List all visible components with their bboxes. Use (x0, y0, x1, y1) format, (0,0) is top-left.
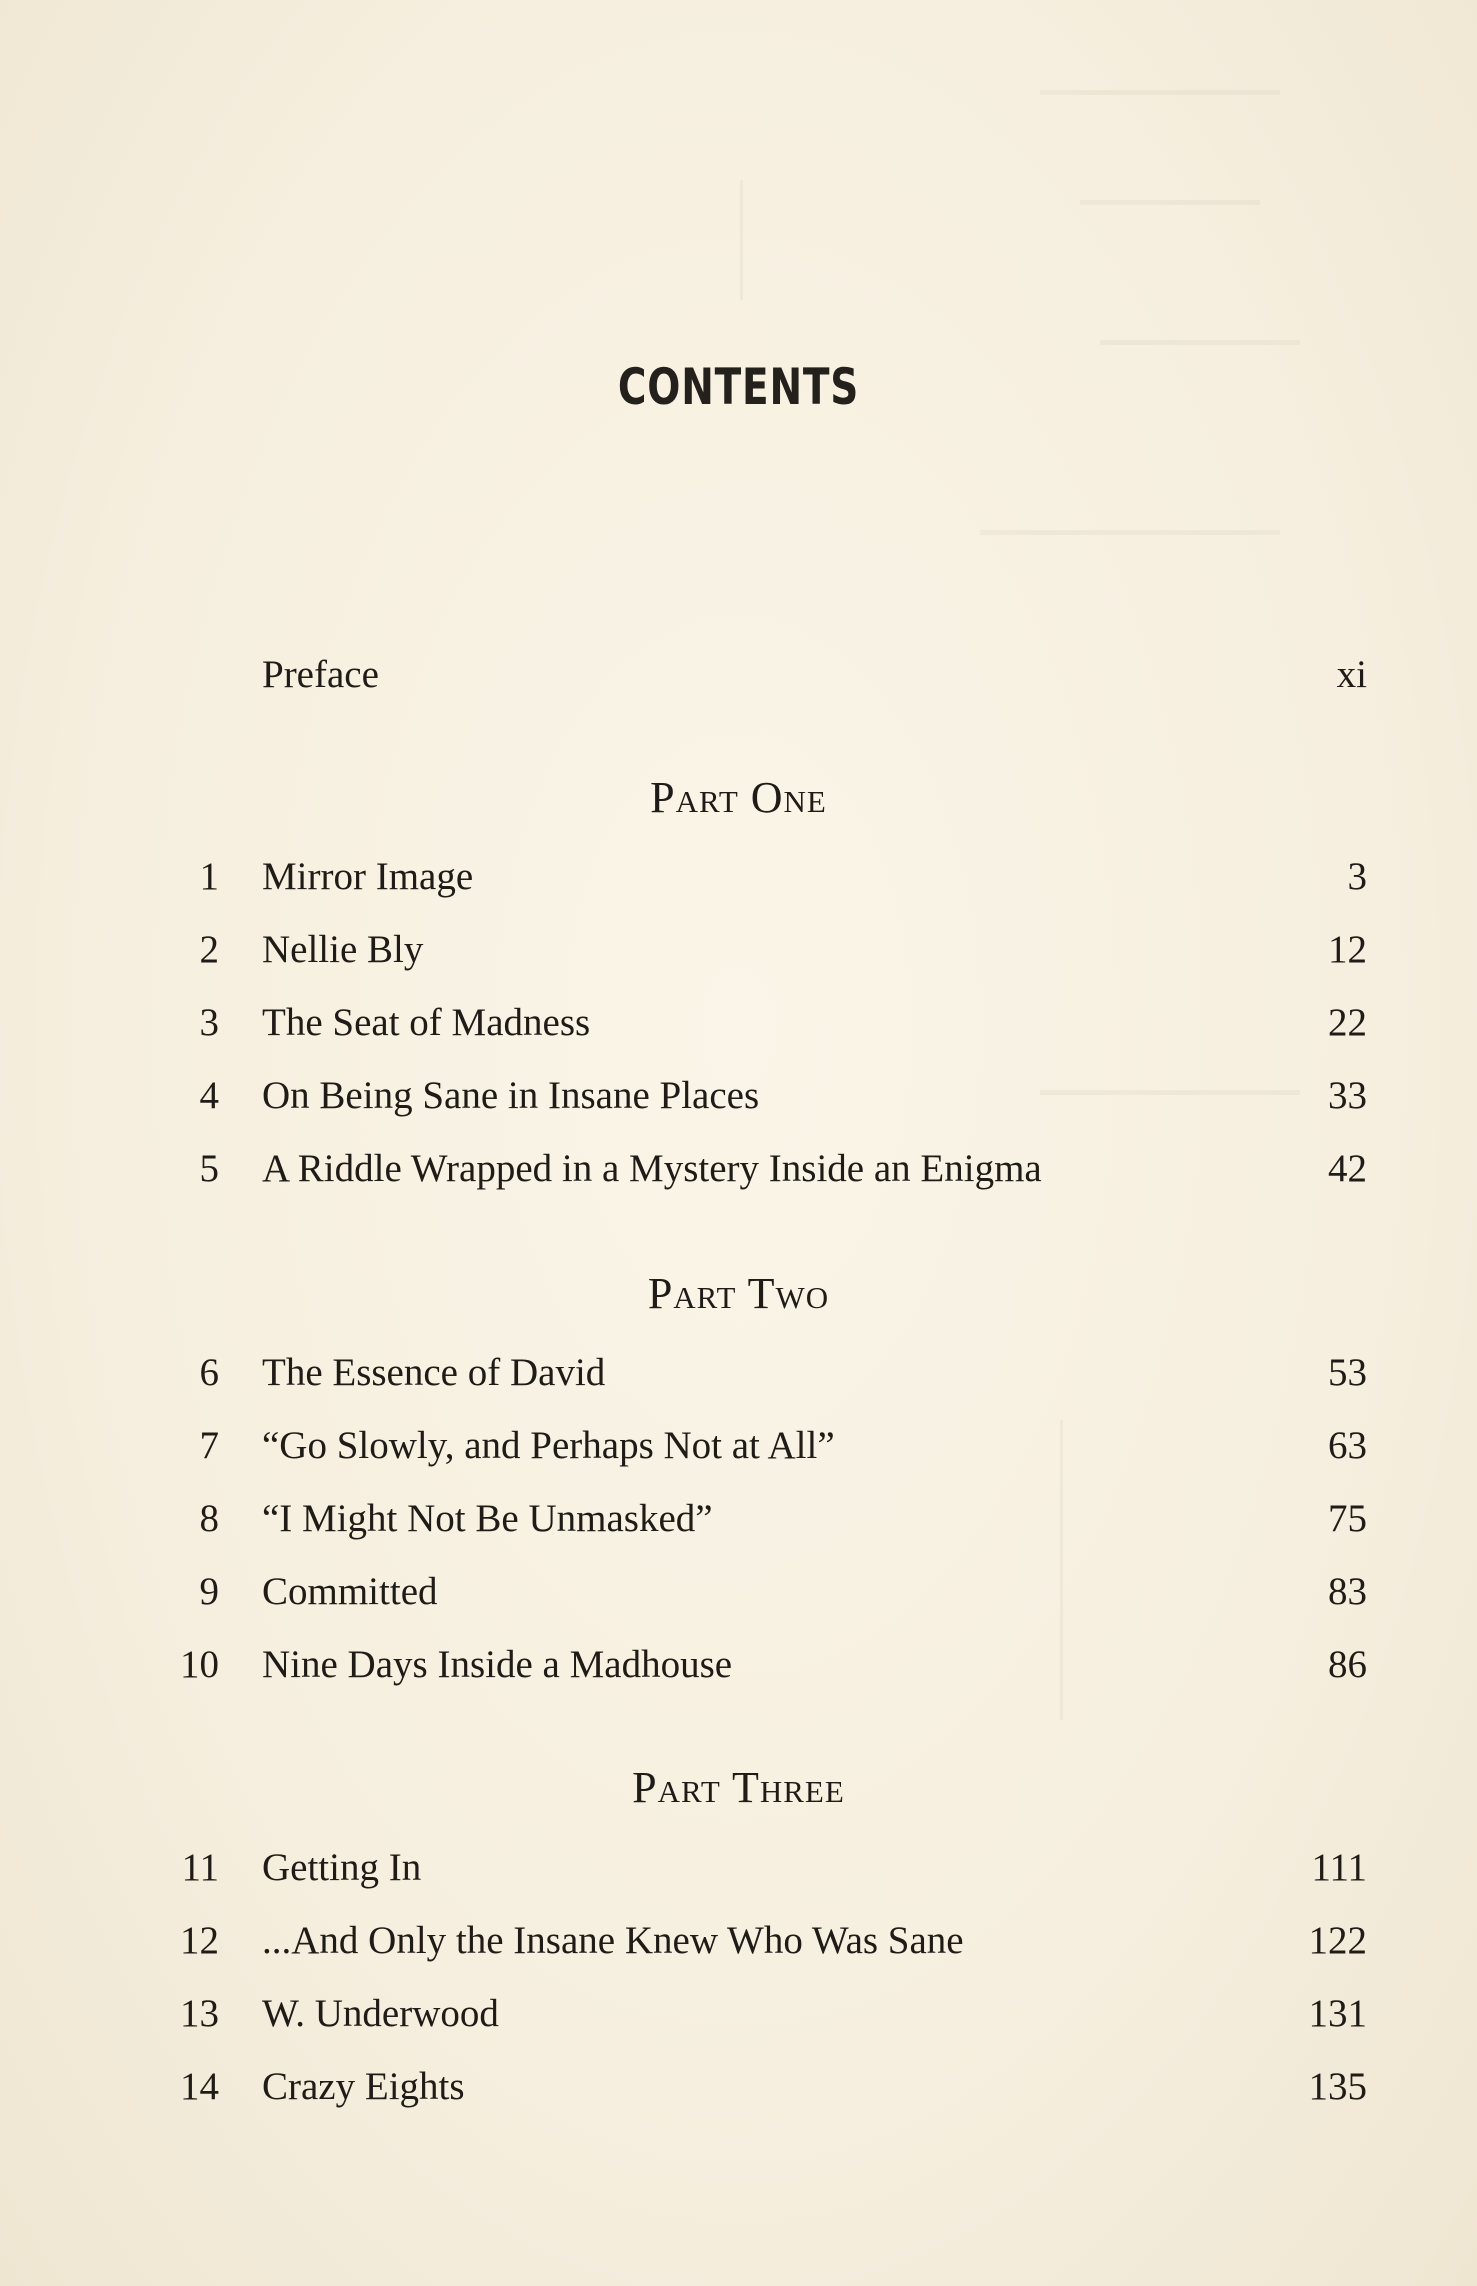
toc-entry-page: 3 (1347, 855, 1367, 898)
toc-entry-title: W. Underwood (262, 1992, 499, 2035)
toc-entry-title: Getting In (262, 1846, 422, 1889)
toc-entry-page: 75 (1328, 1497, 1367, 1540)
toc-entry-title: Preface (262, 653, 379, 696)
toc-entry-number: 7 (199, 1424, 219, 1467)
paper-texture (980, 530, 1280, 535)
toc-entry (0, 1343, 1477, 1403)
toc-entry (0, 1416, 1477, 1476)
paper-texture (740, 180, 743, 300)
toc-entry-title: “I Might Not Be Unmasked” (262, 1497, 713, 1540)
toc-entry-title: The Seat of Madness (262, 1001, 591, 1044)
toc-entry-number: 13 (180, 1992, 219, 2035)
toc-entry (0, 920, 1477, 980)
toc-entry-page: 122 (1308, 1919, 1367, 1962)
toc-entry-number: 5 (199, 1147, 219, 1190)
toc-entry-page: 42 (1328, 1147, 1367, 1190)
toc-entry-page: 111 (1311, 1846, 1367, 1889)
toc-entry-number: 3 (199, 1001, 219, 1044)
toc-entry-page: xi (1336, 653, 1367, 696)
toc-entry-page: 135 (1308, 2065, 1367, 2108)
toc-entry-preface (0, 645, 1477, 705)
toc-entry (0, 1911, 1477, 1971)
toc-entry (0, 2057, 1477, 2117)
toc-entry-number: 9 (199, 1570, 219, 1613)
toc-entry-number: 6 (199, 1351, 219, 1394)
toc-entry (0, 1489, 1477, 1549)
toc-entry (0, 1139, 1477, 1199)
toc-entry-number: 14 (180, 2065, 219, 2108)
toc-entry-title: “Go Slowly, and Perhaps Not at All” (262, 1424, 835, 1467)
toc-entry-page: 33 (1328, 1074, 1367, 1117)
toc-entry (0, 1635, 1477, 1695)
toc-entry-page: 53 (1328, 1351, 1367, 1394)
toc-entry-page: 63 (1328, 1424, 1367, 1467)
toc-entry (0, 993, 1477, 1053)
toc-entry-number: 12 (180, 1919, 219, 1962)
toc-entry-title: Committed (262, 1570, 438, 1613)
contents-heading: CONTENTS (617, 358, 860, 416)
toc-entry-title: Mirror Image (262, 855, 474, 898)
part-heading: Part Two (647, 1269, 830, 1318)
paper-texture (1080, 200, 1260, 205)
toc-entry-title: ...And Only the Insane Knew Who Was Sane (262, 1919, 964, 1962)
toc-entry-number: 1 (199, 855, 219, 898)
toc-entry-number: 4 (199, 1074, 219, 1117)
toc-entry-number: 11 (181, 1846, 219, 1889)
toc-entry-page: 12 (1328, 928, 1367, 971)
toc-entry-number: 10 (180, 1643, 219, 1686)
toc-entry-title: A Riddle Wrapped in a Mystery Inside an Enigma (262, 1147, 1042, 1190)
toc-entry-page: 131 (1308, 1992, 1367, 2035)
paper-texture (1040, 90, 1280, 95)
paper-texture (1100, 340, 1300, 345)
toc-entry (0, 1562, 1477, 1622)
toc-entry-title: On Being Sane in Insane Places (262, 1074, 760, 1117)
toc-entry-title: Crazy Eights (262, 2065, 465, 2108)
toc-entry (0, 1066, 1477, 1126)
toc-entry-title: The Essence of David (262, 1351, 606, 1394)
toc-entry-title: Nellie Bly (262, 928, 424, 971)
toc-entry-title: Nine Days Inside a Madhouse (262, 1643, 733, 1686)
toc-entry-page: 22 (1328, 1001, 1367, 1044)
toc-entry (0, 847, 1477, 907)
toc-entry-page: 83 (1328, 1570, 1367, 1613)
toc-entry-page: 86 (1328, 1643, 1367, 1686)
toc-entry (0, 1984, 1477, 2044)
part-heading: Part One (650, 773, 827, 822)
toc-entry (0, 1838, 1477, 1898)
part-heading: Part Three (632, 1763, 845, 1812)
toc-entry-number: 8 (199, 1497, 219, 1540)
toc-entry-number: 2 (199, 928, 219, 971)
